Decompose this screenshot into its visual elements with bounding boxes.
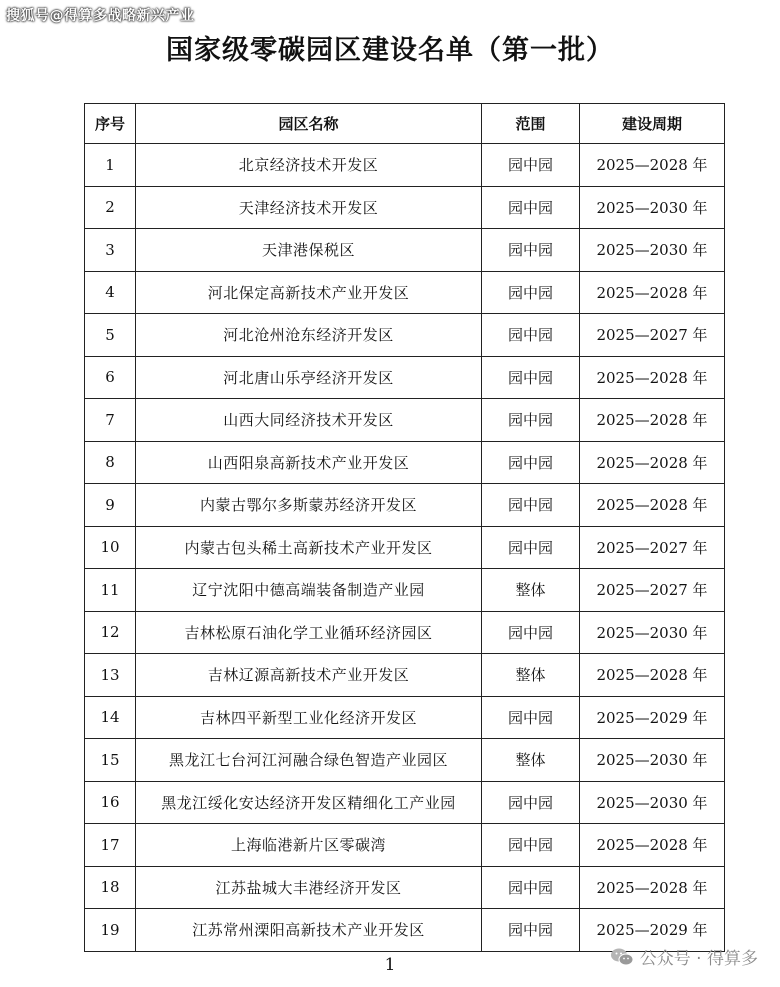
cell-number: 16: [85, 781, 136, 824]
table-row: [85, 824, 725, 867]
cell-number: 15: [85, 739, 136, 782]
header-period: 建设周期: [580, 104, 725, 144]
wechat-watermark: [610, 944, 758, 969]
cell-number: 19: [85, 909, 136, 952]
cell-park-name: 天津经济技术开发区: [136, 186, 482, 229]
table-row: [85, 484, 725, 527]
cell-park-name: 河北唐山乐亭经济开发区: [136, 356, 482, 399]
cell-park-name: 河北保定高新技术产业开发区: [136, 271, 482, 314]
cell-park-name: 吉林四平新型工业化经济开发区: [136, 696, 482, 739]
cell-park-name: 山西阳泉高新技术产业开发区: [136, 441, 482, 484]
table-row: [85, 611, 725, 654]
table-row: [85, 526, 725, 569]
cell-scope: 园中园: [482, 611, 580, 654]
wechat-icon: [610, 947, 634, 967]
cell-number: 17: [85, 824, 136, 867]
cell-park-name: 内蒙古鄂尔多斯蒙苏经济开发区: [136, 484, 482, 527]
table-row: [85, 271, 725, 314]
cell-period: 2025—2030 年: [580, 229, 725, 272]
cell-scope: 整体: [482, 569, 580, 612]
cell-number: 13: [85, 654, 136, 697]
cell-period: 2025—2029 年: [580, 909, 725, 952]
cell-park-name: 天津港保税区: [136, 229, 482, 272]
cell-number: 18: [85, 866, 136, 909]
cell-period: 2025—2028 年: [580, 271, 725, 314]
header-park-name: 园区名称: [136, 104, 482, 144]
table-row: [85, 569, 725, 612]
cell-park-name: 辽宁沈阳中德高端装备制造产业园: [136, 569, 482, 612]
cell-number: 12: [85, 611, 136, 654]
cell-scope: 园中园: [482, 186, 580, 229]
cell-park-name: 河北沧州沧东经济开发区: [136, 314, 482, 357]
cell-park-name: 北京经济技术开发区: [136, 144, 482, 187]
cell-park-name: 上海临港新片区零碳湾: [136, 824, 482, 867]
cell-scope: 园中园: [482, 824, 580, 867]
cell-period: 2025—2027 年: [580, 569, 725, 612]
cell-scope: 整体: [482, 739, 580, 782]
table-row: [85, 441, 725, 484]
cell-number: 14: [85, 696, 136, 739]
cell-period: 2025—2028 年: [580, 144, 725, 187]
header-scope: 范围: [482, 104, 580, 144]
header-number: 序号: [85, 104, 136, 144]
cell-park-name: 江苏常州溧阳高新技术产业开发区: [136, 909, 482, 952]
table-row: [85, 186, 725, 229]
park-list-table: [84, 103, 725, 952]
table-row: [85, 866, 725, 909]
cell-period: 2025—2028 年: [580, 824, 725, 867]
cell-scope: 园中园: [482, 229, 580, 272]
table-row: [85, 781, 725, 824]
cell-period: 2025—2028 年: [580, 356, 725, 399]
cell-period: 2025—2028 年: [580, 484, 725, 527]
cell-period: 2025—2028 年: [580, 654, 725, 697]
cell-park-name: 内蒙古包头稀土高新技术产业开发区: [136, 526, 482, 569]
cell-park-name: 黑龙江七台河江河融合绿色智造产业园区: [136, 739, 482, 782]
cell-scope: 园中园: [482, 781, 580, 824]
table-row: [85, 739, 725, 782]
cell-park-name: 江苏盐城大丰港经济开发区: [136, 866, 482, 909]
cell-scope: 园中园: [482, 271, 580, 314]
table-row: [85, 399, 725, 442]
table-row: [85, 654, 725, 697]
table-row: [85, 696, 725, 739]
table-row: [85, 356, 725, 399]
cell-number: 10: [85, 526, 136, 569]
source-watermark: 搜狐号@得算多战略新兴产业: [6, 8, 195, 24]
cell-number: 8: [85, 441, 136, 484]
cell-period: 2025—2030 年: [580, 186, 725, 229]
table-row: [85, 144, 725, 187]
cell-scope: 园中园: [482, 866, 580, 909]
cell-period: 2025—2030 年: [580, 611, 725, 654]
cell-scope: 园中园: [482, 314, 580, 357]
cell-number: 11: [85, 569, 136, 612]
cell-scope: 园中园: [482, 526, 580, 569]
cell-scope: 整体: [482, 654, 580, 697]
cell-number: 4: [85, 271, 136, 314]
cell-park-name: 黑龙江绥化安达经济开发区精细化工产业园: [136, 781, 482, 824]
table-row: [85, 229, 725, 272]
table-header-row: [85, 104, 725, 144]
page-number: 1: [384, 955, 396, 975]
cell-period: 2025—2028 年: [580, 399, 725, 442]
cell-period: 2025—2027 年: [580, 526, 725, 569]
wechat-watermark-text: 公众号 · 得算多: [639, 949, 758, 969]
cell-number: 1: [85, 144, 136, 187]
table-row: [85, 314, 725, 357]
cell-number: 3: [85, 229, 136, 272]
cell-number: 7: [85, 399, 136, 442]
cell-scope: 园中园: [482, 144, 580, 187]
cell-park-name: 山西大同经济技术开发区: [136, 399, 482, 442]
cell-period: 2025—2028 年: [580, 441, 725, 484]
cell-park-name: 吉林辽源高新技术产业开发区: [136, 654, 482, 697]
cell-number: 5: [85, 314, 136, 357]
cell-scope: 园中园: [482, 909, 580, 952]
cell-number: 2: [85, 186, 136, 229]
cell-period: 2025—2029 年: [580, 696, 725, 739]
cell-scope: 园中园: [482, 696, 580, 739]
document-title: 国家级零碳园区建设名单（第一批）: [166, 35, 614, 66]
cell-period: 2025—2030 年: [580, 739, 725, 782]
cell-park-name: 吉林松原石油化学工业循环经济园区: [136, 611, 482, 654]
cell-scope: 园中园: [482, 441, 580, 484]
cell-scope: 园中园: [482, 399, 580, 442]
cell-scope: 园中园: [482, 484, 580, 527]
cell-period: 2025—2030 年: [580, 781, 725, 824]
cell-scope: 园中园: [482, 356, 580, 399]
cell-number: 6: [85, 356, 136, 399]
cell-period: 2025—2028 年: [580, 866, 725, 909]
cell-number: 9: [85, 484, 136, 527]
cell-period: 2025—2027 年: [580, 314, 725, 357]
